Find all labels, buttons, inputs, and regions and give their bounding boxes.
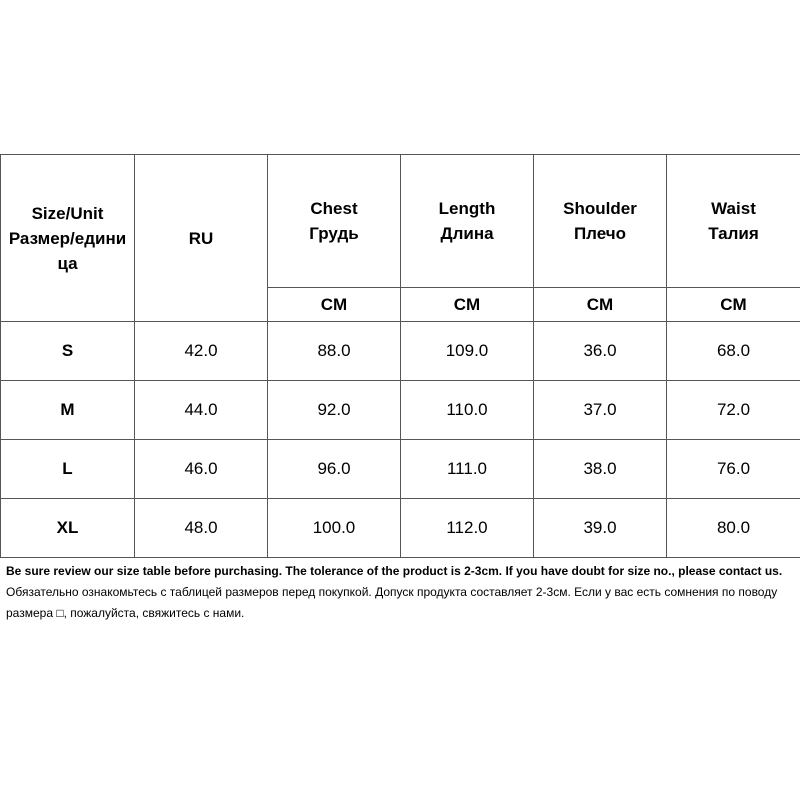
header-row bbox=[1, 155, 800, 288]
waist-unit: CM bbox=[667, 288, 800, 322]
ru-cell: 48.0 bbox=[135, 499, 268, 558]
shoulder-cell: 39.0 bbox=[534, 499, 667, 558]
ru-cell: 44.0 bbox=[135, 381, 268, 440]
size-note-ru: Обязательно ознакомьтесь с таблицей размеров перед покупкой. Допуск продукта составляет 2-3см. Если у вас есть сомнения по поводу размера □, пожалуйста, свяжитесь с нами. bbox=[6, 585, 778, 620]
ru-cell: 46.0 bbox=[135, 440, 268, 499]
shoulder-cell: 36.0 bbox=[534, 322, 667, 381]
ru-header bbox=[135, 155, 268, 322]
shoulder-cell: 38.0 bbox=[534, 440, 667, 499]
size-table bbox=[0, 154, 800, 558]
shoulder-header bbox=[534, 155, 667, 288]
chest-header bbox=[268, 155, 401, 288]
length-header bbox=[401, 155, 534, 288]
length-cell: 109.0 bbox=[401, 322, 534, 381]
table-row bbox=[1, 381, 800, 440]
length-cell: 112.0 bbox=[401, 499, 534, 558]
waist-cell: 68.0 bbox=[667, 322, 800, 381]
shoulder-unit: CM bbox=[534, 288, 667, 322]
length-unit: CM bbox=[401, 288, 534, 322]
size-note-en: Be sure review our size table before purchasing. The tolerance of the product is 2-3cm. If you have doubt for size no., please contact us. bbox=[6, 564, 783, 578]
shoulder-label-en: Shoulder bbox=[563, 199, 637, 218]
chest-cell: 88.0 bbox=[268, 322, 401, 381]
table-row bbox=[1, 440, 800, 499]
waist-cell: 80.0 bbox=[667, 499, 800, 558]
size-cell: XL bbox=[1, 499, 135, 558]
waist-header bbox=[667, 155, 800, 288]
waist-cell: 76.0 bbox=[667, 440, 800, 499]
chest-unit: CM bbox=[268, 288, 401, 322]
ru-cell: 42.0 bbox=[135, 322, 268, 381]
size-unit-header bbox=[1, 155, 135, 322]
table-row bbox=[1, 499, 800, 558]
size-unit-label-ru-cont: ца bbox=[57, 253, 78, 273]
size-unit-label-ru: Размер/едини bbox=[8, 228, 127, 248]
shoulder-label-ru: Плечо bbox=[573, 224, 627, 243]
size-cell: M bbox=[1, 381, 135, 440]
ru-header-label: RU bbox=[188, 228, 214, 248]
length-cell: 110.0 bbox=[401, 381, 534, 440]
size-cell: S bbox=[1, 322, 135, 381]
chest-cell: 96.0 bbox=[268, 440, 401, 499]
chest-cell: 100.0 bbox=[268, 499, 401, 558]
waist-label-ru: Талия bbox=[708, 224, 759, 243]
chest-label-ru: Грудь bbox=[309, 224, 359, 243]
length-label-en: Length bbox=[438, 199, 496, 218]
length-cell: 111.0 bbox=[401, 440, 534, 499]
length-label-ru: Длина bbox=[440, 224, 494, 243]
waist-cell: 72.0 bbox=[667, 381, 800, 440]
shoulder-cell: 37.0 bbox=[534, 381, 667, 440]
size-cell: L bbox=[1, 440, 135, 499]
chest-label-en: Chest bbox=[310, 199, 358, 218]
waist-label-en: Waist bbox=[711, 199, 756, 218]
chest-cell: 92.0 bbox=[268, 381, 401, 440]
table-row bbox=[1, 322, 800, 381]
size-unit-label-en: Size/Unit bbox=[31, 203, 104, 223]
